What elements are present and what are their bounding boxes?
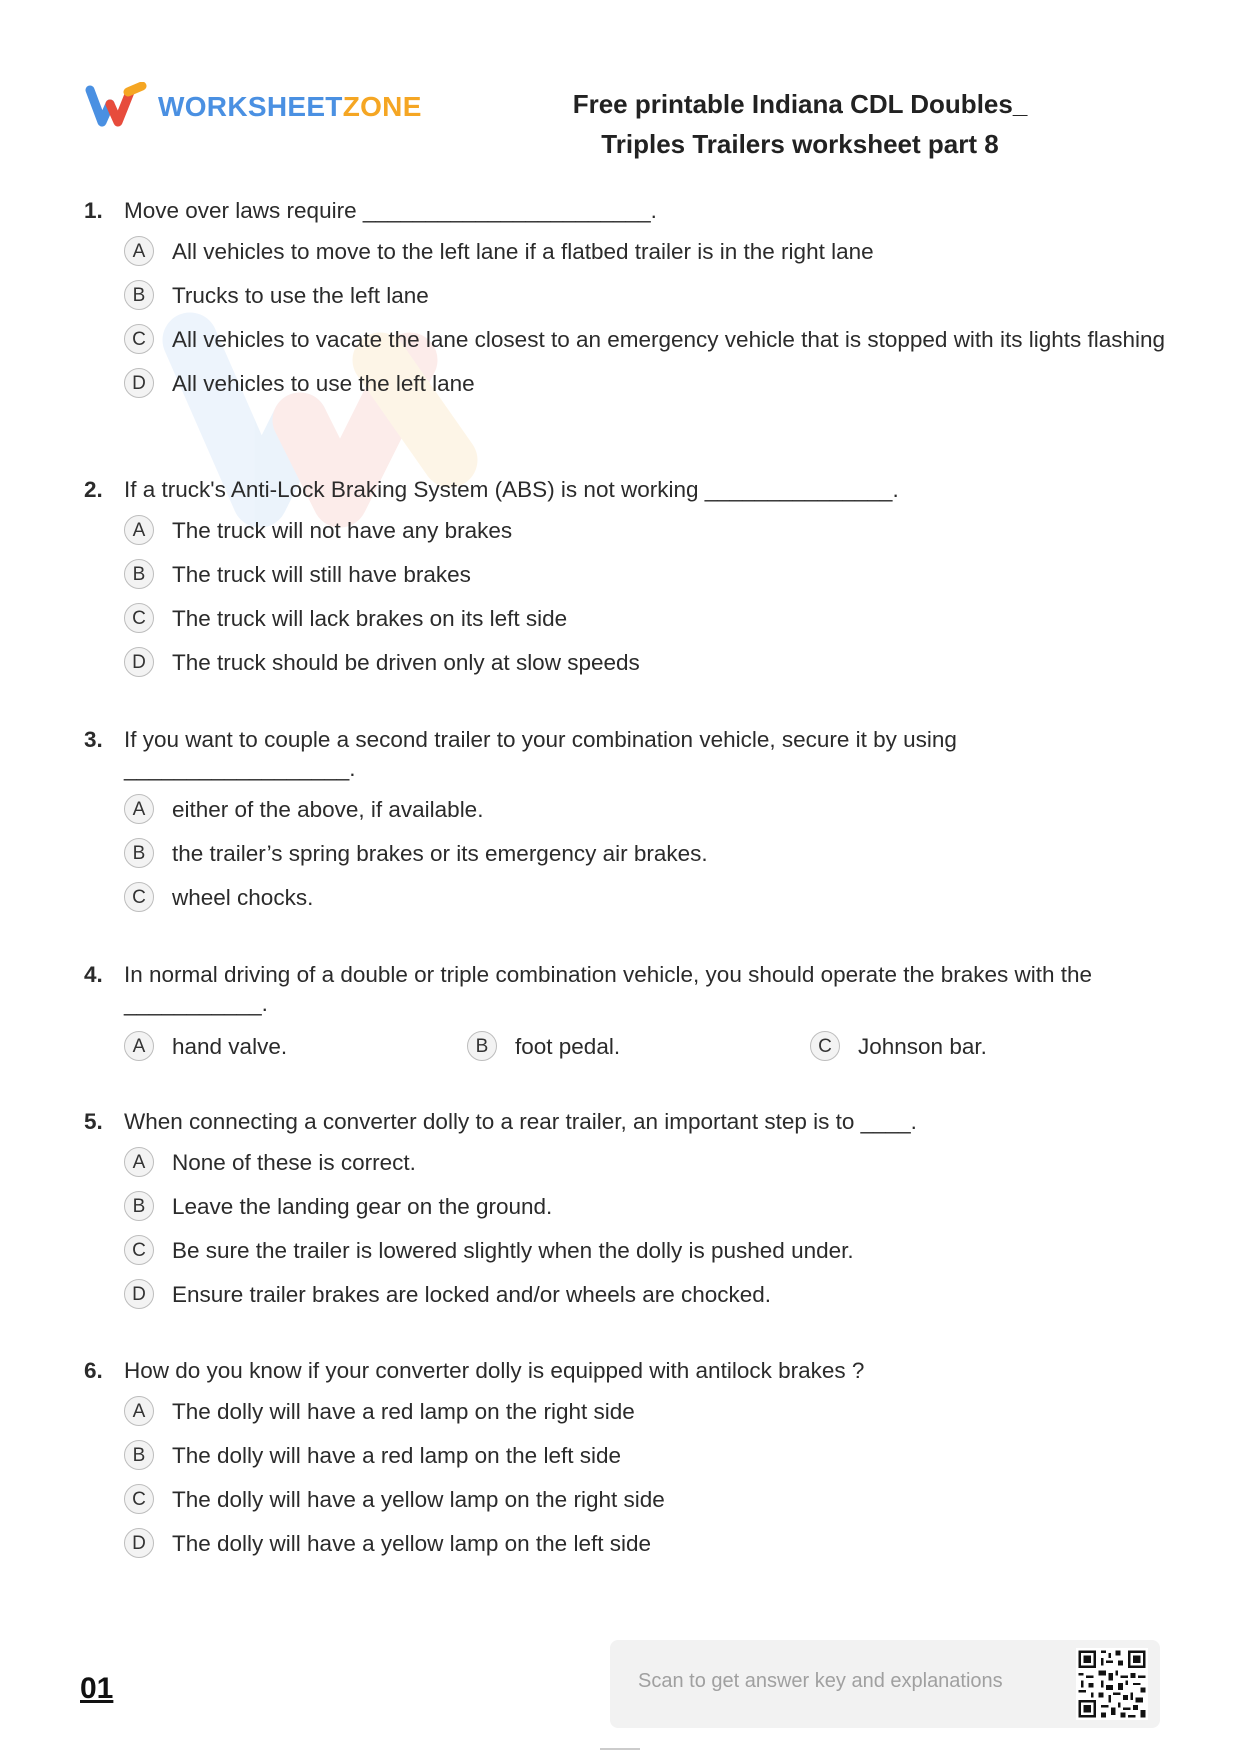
question-5: [84, 1107, 1174, 1324]
worksheetzone-logo: [84, 82, 422, 132]
option-a[interactable]: [124, 1397, 1174, 1426]
page-number: 01: [80, 1672, 114, 1705]
title-line-1: Free printable Indiana CDL Doubles_: [572, 89, 1028, 119]
question-number: 6.: [84, 1358, 103, 1383]
page-header: [0, 0, 1239, 170]
option-a[interactable]: [124, 1148, 1174, 1177]
option-text: All vehicles to use the left lane: [172, 371, 475, 396]
option-b[interactable]: [124, 1441, 1174, 1470]
question-number: 4.: [84, 962, 103, 987]
answer-key-scan-box[interactable]: [610, 1640, 1160, 1728]
option-text: either of the above, if available.: [172, 797, 484, 822]
option-text: The truck will lack brakes on its left side: [172, 606, 568, 631]
option-letter: C: [124, 324, 154, 354]
option-letter: B: [124, 559, 154, 589]
option-d[interactable]: [124, 1529, 1174, 1558]
question-4: [84, 960, 1174, 1061]
logo-icon: [84, 82, 148, 132]
option-c[interactable]: [124, 1236, 1174, 1265]
question-number: 5.: [84, 1109, 103, 1134]
option-text: the trailer’s spring brakes or its emergency air brakes.: [172, 841, 708, 866]
option-c[interactable]: [124, 604, 1174, 633]
option-letter: B: [467, 1031, 497, 1061]
question-number: 1.: [84, 198, 103, 223]
question-text: When connecting a converter dolly to a rear trailer, an important step is to ____.: [124, 1109, 917, 1134]
option-a[interactable]: [124, 1032, 467, 1061]
option-letter: A: [124, 1147, 154, 1177]
option-letter: A: [124, 515, 154, 545]
option-a[interactable]: [124, 237, 1174, 266]
option-a[interactable]: [124, 516, 1174, 545]
option-d[interactable]: [124, 1280, 1174, 1309]
option-letter: A: [124, 1396, 154, 1426]
option-text: The truck will not have any brakes: [172, 518, 513, 543]
option-letter: A: [124, 236, 154, 266]
option-c[interactable]: [124, 883, 1174, 912]
question-number: 3.: [84, 727, 103, 752]
option-text: Leave the landing gear on the ground.: [172, 1194, 553, 1219]
option-text: foot pedal.: [515, 1034, 621, 1059]
worksheet-title: [540, 84, 1060, 164]
question-1: [84, 196, 1174, 413]
qr-code-icon[interactable]: [1076, 1648, 1148, 1720]
option-text: hand valve.: [172, 1034, 288, 1059]
question-text: How do you know if your converter dolly is equipped with antilock brakes ?: [124, 1358, 865, 1383]
option-letter: B: [124, 280, 154, 310]
option-letter: C: [124, 603, 154, 633]
option-text: None of these is correct.: [172, 1150, 416, 1175]
bottom-divider: [600, 1748, 640, 1750]
option-b[interactable]: [467, 1032, 810, 1061]
option-text: The truck should be driven only at slow speeds: [172, 650, 640, 675]
option-letter: B: [124, 1440, 154, 1470]
option-letter: C: [810, 1031, 840, 1061]
option-text: The dolly will have a red lamp on the right side: [172, 1399, 635, 1424]
option-text: The truck will still have brakes: [172, 562, 471, 587]
option-c[interactable]: [810, 1032, 1153, 1061]
option-text: The dolly will have a yellow lamp on the right side: [172, 1487, 665, 1512]
option-letter: B: [124, 1191, 154, 1221]
option-letter: D: [124, 368, 154, 398]
option-text: The dolly will have a red lamp on the left side: [172, 1443, 621, 1468]
option-text: All vehicles to move to the left lane if a flatbed trailer is in the right lane: [172, 239, 874, 264]
option-text: All vehicles to vacate the lane closest to an emergency vehicle that is stopped with its lights flashing: [172, 327, 1166, 352]
option-letter: D: [124, 1279, 154, 1309]
question-text: If a truck's Anti-Lock Braking System (ABS) is not working _______________.: [124, 477, 899, 502]
question-text: Move over laws require _______________________.: [124, 198, 657, 223]
option-c[interactable]: [124, 1485, 1174, 1514]
logo-text: WORKSHEETZONE: [158, 91, 422, 122]
option-text: Johnson bar.: [858, 1034, 987, 1059]
option-c[interactable]: [124, 325, 1174, 354]
option-letter: A: [124, 794, 154, 824]
options: [124, 516, 1174, 677]
option-b[interactable]: [124, 560, 1174, 589]
option-text: Ensure trailer brakes are locked and/or wheels are chocked.: [172, 1282, 772, 1307]
question-2: [84, 475, 1174, 692]
scan-text: Scan to get answer key and explanations: [638, 1670, 1003, 1692]
option-b[interactable]: [124, 281, 1174, 310]
option-d[interactable]: [124, 648, 1174, 677]
options: [124, 1148, 1174, 1309]
option-letter: B: [124, 838, 154, 868]
title-line-2: Triples Trailers worksheet part 8: [601, 129, 999, 159]
option-letter: C: [124, 882, 154, 912]
question-text: In normal driving of a double or triple combination vehicle, you should operate the brakes with the ___________.: [124, 962, 1093, 1016]
option-letter: C: [124, 1235, 154, 1265]
option-b[interactable]: [124, 839, 1174, 868]
options: [124, 1397, 1174, 1558]
option-letter: C: [124, 1484, 154, 1514]
option-text: Trucks to use the left lane: [172, 283, 429, 308]
option-text: The dolly will have a yellow lamp on the left side: [172, 1531, 651, 1556]
options: [124, 795, 1174, 912]
question-text: If you want to couple a second trailer to your combination vehicle, secure it by using __________________.: [124, 727, 957, 781]
option-b[interactable]: [124, 1192, 1174, 1221]
question-3: [84, 725, 1174, 927]
options: [124, 1032, 1174, 1061]
question-number: 2.: [84, 477, 103, 502]
option-a[interactable]: [124, 795, 1174, 824]
options: [124, 237, 1174, 398]
question-6: [84, 1356, 1174, 1573]
option-letter: A: [124, 1031, 154, 1061]
option-text: wheel chocks.: [172, 885, 314, 910]
option-letter: D: [124, 647, 154, 677]
option-text: Be sure the trailer is lowered slightly when the dolly is pushed under.: [172, 1238, 854, 1263]
option-d[interactable]: [124, 369, 1174, 398]
option-letter: D: [124, 1528, 154, 1558]
